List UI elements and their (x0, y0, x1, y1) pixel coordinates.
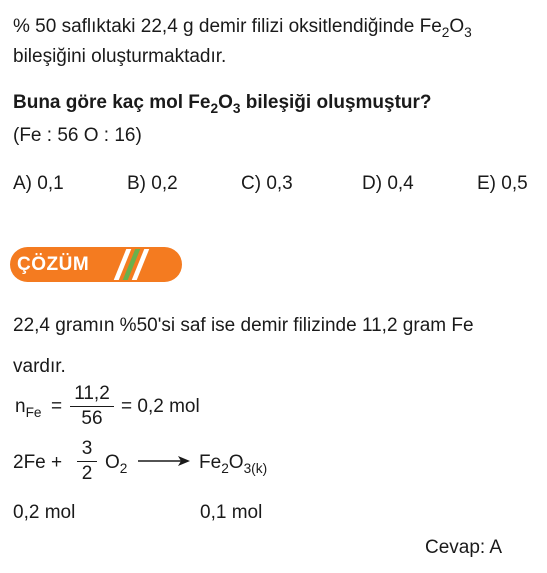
denominator: 2 (81, 463, 93, 484)
formula-part: O (218, 92, 233, 113)
question-text: % 50 saflıktaki 22,4 g demir filizi oksitlendiğinde Fe (13, 16, 442, 37)
reactant-fe: 2Fe + (13, 452, 63, 473)
subscript: Fe (25, 404, 42, 420)
formula-part: O (228, 452, 244, 473)
mole-symbol (15, 395, 42, 419)
prompt-text: bileşiği oluşmuştur? (240, 92, 432, 113)
mol-fe: 0,2 mol (13, 502, 76, 523)
subscript: 3(k) (243, 460, 268, 476)
equals-sign: = (51, 396, 63, 417)
fraction-bar (70, 406, 114, 407)
question-line-2: bileşiğini oluşturmaktadır. (13, 46, 227, 67)
fraction-coefficient (77, 438, 97, 485)
option-c[interactable]: C) 0,3 (241, 173, 293, 194)
product-fe2o3 (199, 451, 267, 475)
option-a[interactable]: A) 0,1 (13, 173, 64, 194)
reactant-o2 (105, 451, 127, 475)
subscript: 2 (119, 460, 128, 476)
reaction-arrow-icon (138, 453, 192, 469)
question-prompt (13, 91, 432, 115)
subscript: 2 (210, 100, 219, 116)
atomic-masses: (Fe : 56 O : 16) (13, 125, 142, 146)
subscript: 3 (232, 100, 241, 116)
prompt-text: Buna göre kaç mol Fe (13, 92, 211, 113)
question-line-1 (13, 15, 472, 39)
numerator: 3 (81, 438, 93, 459)
numerator: 11,2 (74, 383, 110, 404)
mole-result: = 0,2 mol (121, 396, 200, 417)
solution-badge-label: ÇÖZÜM (17, 254, 90, 275)
formula-part: Fe (199, 452, 222, 473)
formula-part: O (449, 16, 465, 37)
n-letter: n (15, 396, 26, 417)
solution-badge (10, 247, 182, 282)
fraction-bar (77, 461, 97, 462)
option-b[interactable]: B) 0,2 (127, 173, 178, 194)
subscript: 2 (441, 24, 450, 40)
mol-fe2o3: 0,1 mol (200, 502, 263, 523)
option-d[interactable]: D) 0,4 (362, 173, 414, 194)
answer: Cevap: A (425, 537, 503, 558)
fraction-mass-over-molar (70, 383, 114, 430)
subscript: 3 (464, 24, 472, 40)
subscript: 2 (221, 460, 229, 476)
denominator: 56 (81, 408, 103, 429)
option-e[interactable]: E) 0,5 (477, 173, 528, 194)
formula-part: O (105, 452, 120, 473)
solution-line-1: 22,4 gramın %50'si saf ise demir filizinde 11,2 gram Fe (13, 315, 474, 336)
solution-line-2: vardır. (13, 356, 66, 377)
